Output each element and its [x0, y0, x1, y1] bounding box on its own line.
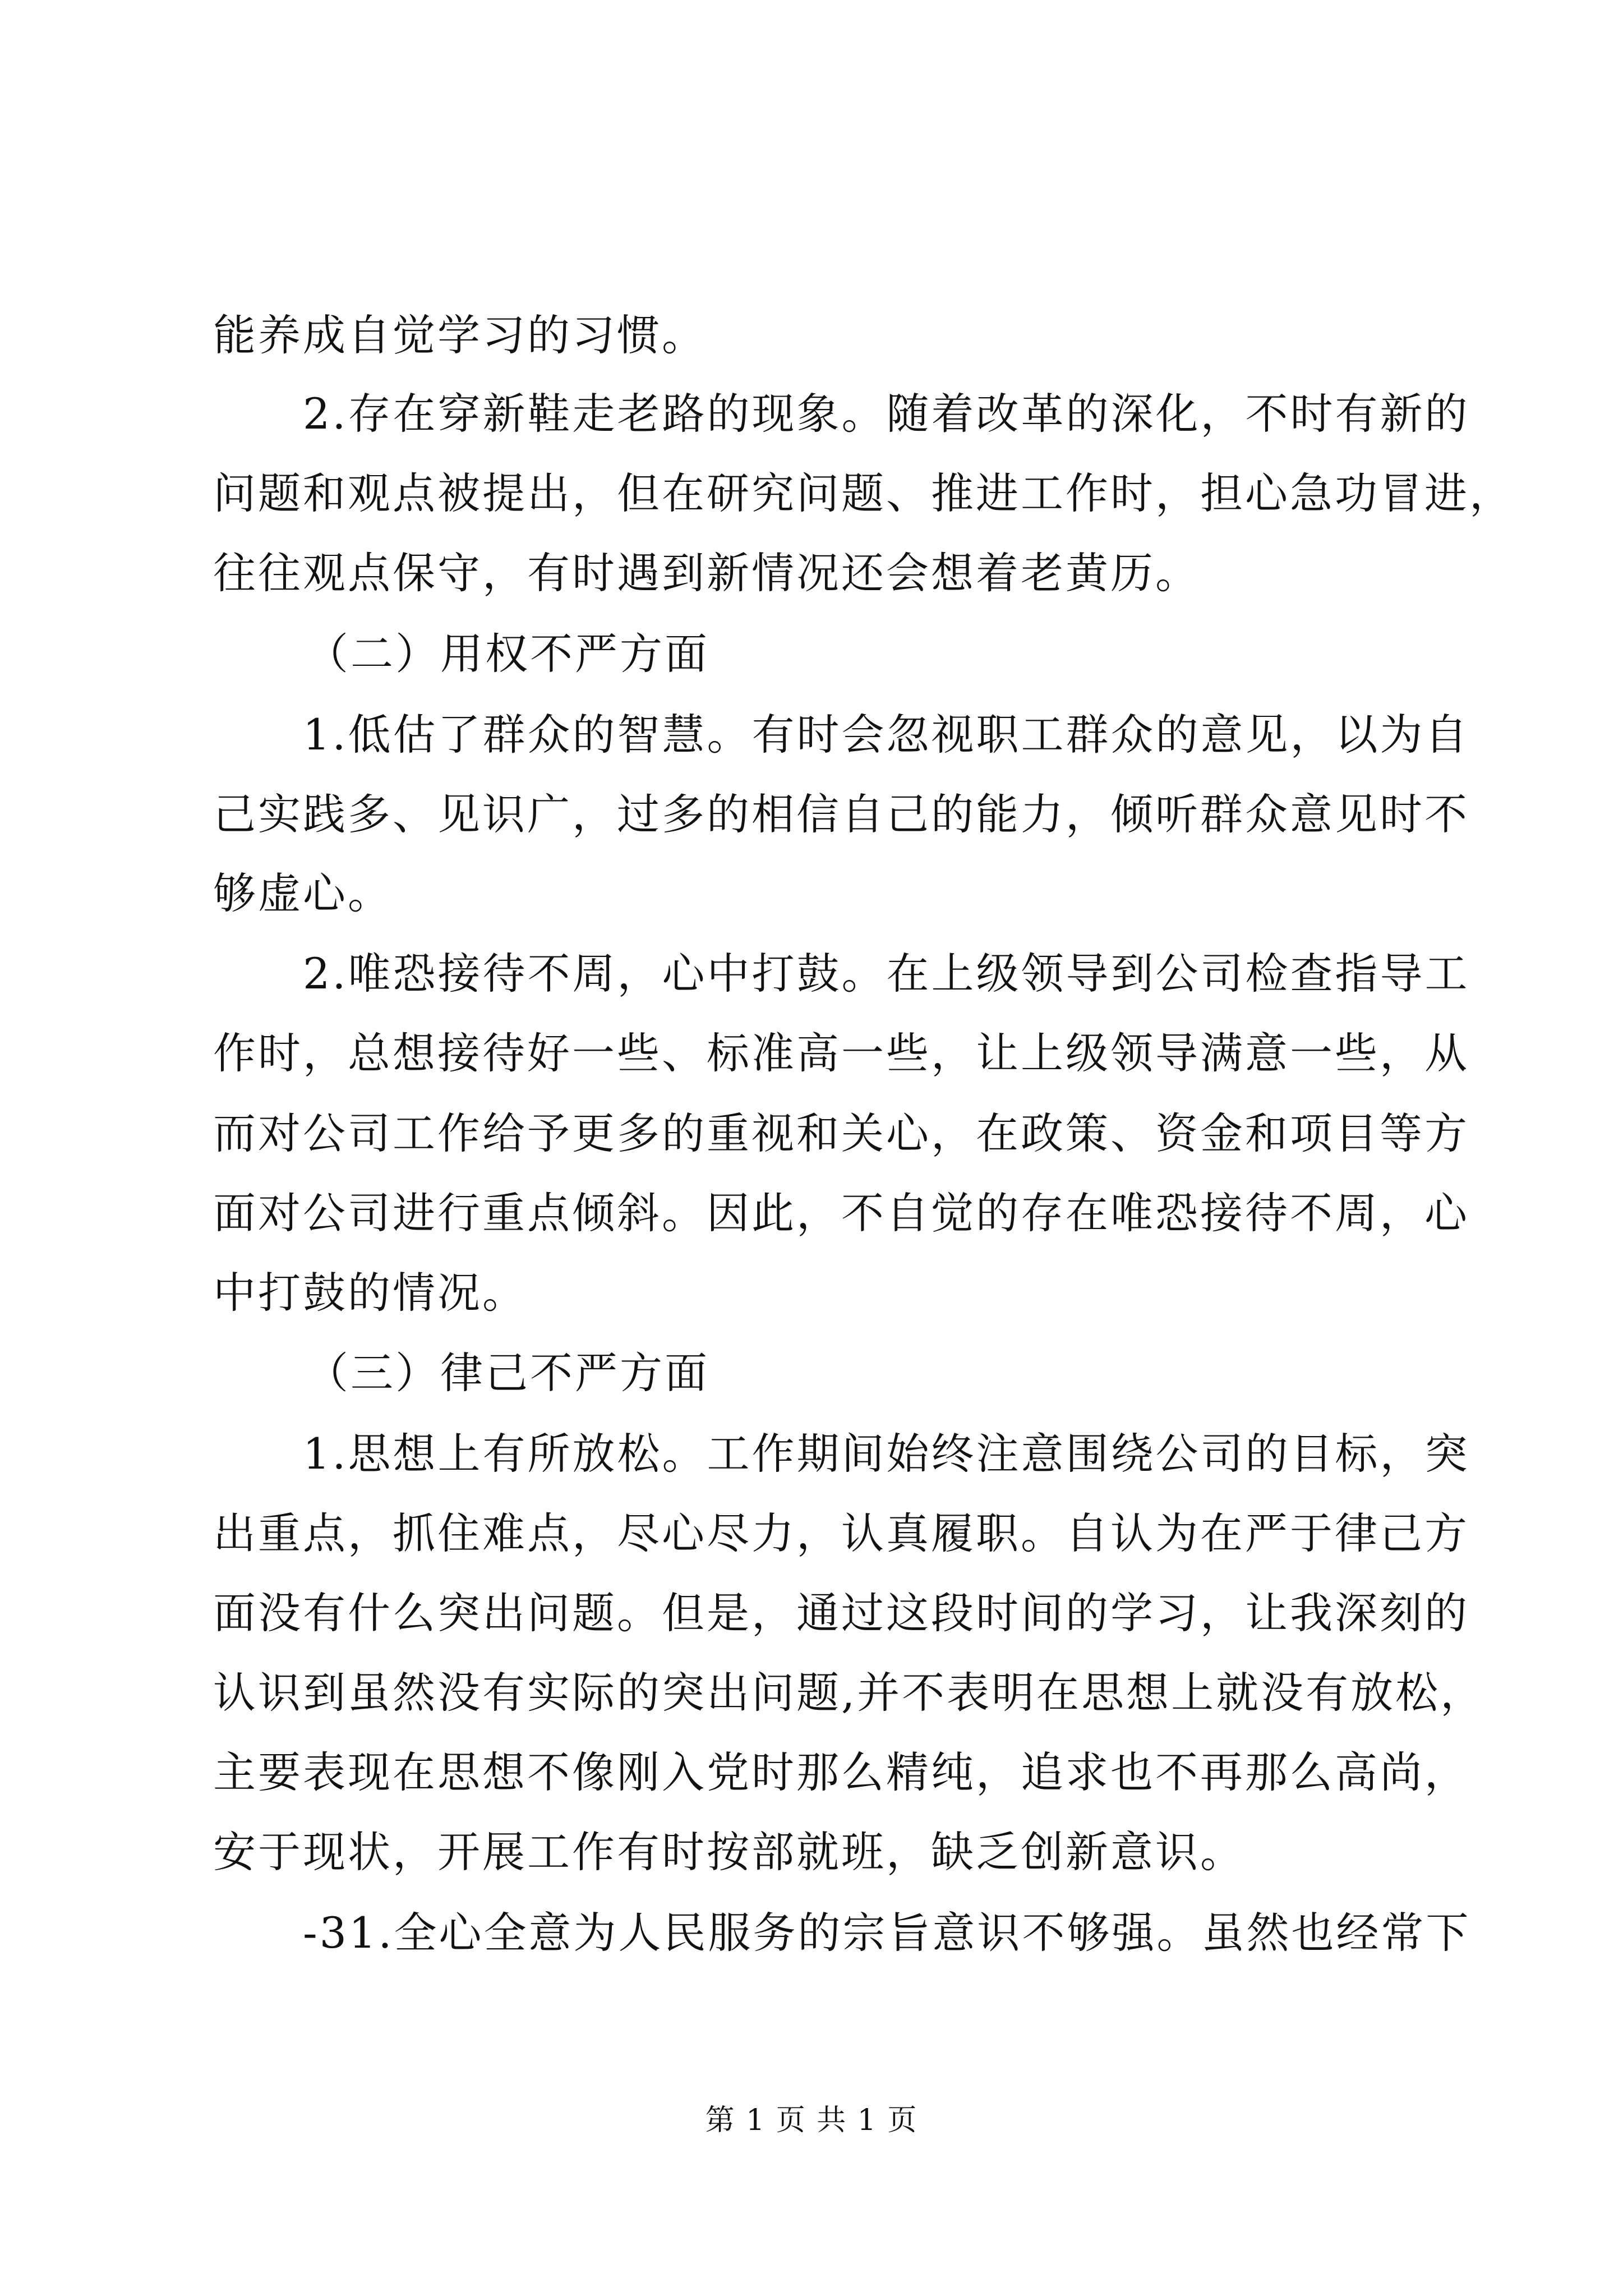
text-line: 1.思想上有所放松。工作期间始终注意围绕公司的目标，突	[303, 1429, 1470, 1479]
text-line: 1.低估了群众的智慧。有时会忽视职工群众的意见，以为自	[303, 710, 1470, 760]
text-line: 认识到虽然没有实际的突出问题,并不表明在思想上就没有放松，	[213, 1668, 1486, 1718]
text-line: 己实践多、见识广，过多的相信自己的能力，倾听群众意见时不	[213, 789, 1469, 839]
text-line: 能养成自觉学习的习惯。	[213, 310, 707, 360]
section-heading: （三）律己不严方面	[306, 1348, 709, 1398]
text-line: 面没有什么突出问题。但是，通过这段时间的学习，让我深刻的	[213, 1588, 1469, 1638]
text-line: 够虚心。	[213, 868, 393, 918]
text-line: 问题和观点被提出，但在研究问题、推进工作时，担心急功冒进，	[213, 468, 1514, 518]
text-line: -31.全心全意为人民服务的宗旨意识不够强。虽然也经常下	[303, 1908, 1471, 1958]
text-line: 往往观点保守，有时遇到新情况还会想着老黄历。	[213, 548, 1200, 598]
text-line: 出重点，抓住难点，尽心尽力，认真履职。自认为在严于律己方	[213, 1508, 1469, 1558]
text-line: 作时，总想接待好一些、标准高一些，让上级领导满意一些，从	[213, 1028, 1469, 1078]
text-line: 安于现状，开展工作有时按部就班，缺乏创新意识。	[213, 1827, 1245, 1877]
text-line: 而对公司工作给予更多的重视和关心，在政策、资金和项目等方	[213, 1108, 1469, 1158]
text-line: 主要表现在思想不像刚入党时那么精纯，追求也不再那么高尚，	[213, 1747, 1469, 1797]
text-line: 2.唯恐接待不周，心中打鼓。在上级领导到公司检查指导工	[303, 949, 1470, 999]
text-line: 中打鼓的情况。	[213, 1268, 527, 1318]
text-line: 面对公司进行重点倾斜。因此，不自觉的存在唯恐接待不周，心	[213, 1188, 1469, 1238]
page-footer: 第 1 页 共 1 页	[705, 2104, 918, 2137]
section-heading: （二）用权不严方面	[306, 629, 709, 679]
text-line: 2.存在穿新鞋走老路的现象。随着改革的深化，不时有新的	[303, 389, 1470, 439]
